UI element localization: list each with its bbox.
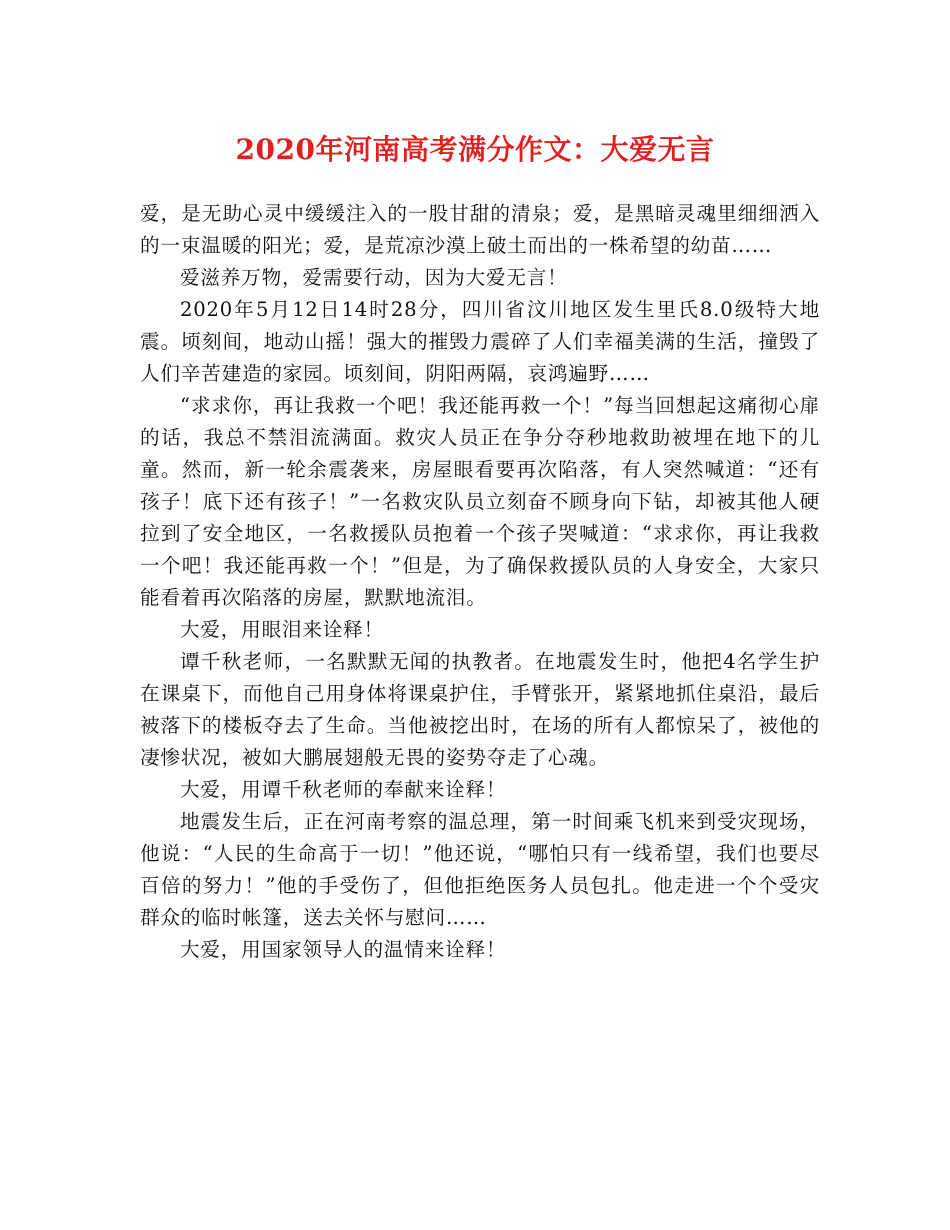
paragraph-4: “求求你，再让我救一个吧！我还能再救一个！”每当回想起这痛彻心扉的话，我总不禁泪流满面。救灾人员正在争分夺秒地救助被埋在地下的儿童。然而，新一轮余震袭来，房屋眼看要再次陷落，有人突然喊道：“还有孩子！底下还有孩子！”一名救灾队员立刻奋不顾身向下钻，却被其他人硬拉到了安全地区，一名救援队员抱着一个孩子哭喊道：“求求你，再让我救一个吧！我还能再救一个！”但是，为了确保救援队员的人身安全，大家只能看着再次陷落的房屋，默默地流泪。	[140, 394, 820, 609]
document-title: 2020年河南高考满分作文：大爱无言	[235, 133, 715, 166]
paragraph-6: 谭千秋老师，一名默默无闻的执教者。在地震发生时，他把4名学生护在课桌下，而他自己用身体将课桌护住，手臂张开，紧紧地抓住桌沿，最后被落下的楼板夺去了生命。当他被挖出时，在场的所有人都惊呆了，被他的凄惨状况，被如大鹏展翅般无畏的姿势夺走了心魂。	[140, 650, 820, 769]
paragraph-7: 大爱，用谭千秋老师的奉献来诠释！	[180, 778, 507, 801]
paragraph-1: 爱，是无助心灵中缓缓注入的一股甘甜的清泉；爱，是黑暗灵魂里细细洒入的一束温暖的阳光；爱，是荒凉沙漠上破土而出的一株希望的幼苗……	[140, 202, 820, 257]
document-body	[140, 198, 820, 966]
paragraph-2: 爱滋养万物，爱需要行动，因为大爱无言！	[180, 266, 568, 289]
paragraph-5: 大爱，用眼泪来诠释！	[180, 618, 384, 641]
paragraph-3: 2020年5月12日14时28分，四川省汶川地区发生里氏8.0级特大地震。顷刻间，地动山摇！强大的摧毁力震碎了人们幸福美满的生活，撞毁了人们辛苦建造的家园。顷刻间，阴阳两隔，哀鸿遍野……	[140, 298, 820, 385]
paragraph-9: 大爱，用国家领导人的温情来诠释！	[180, 938, 507, 961]
paragraph-8: 地震发生后，正在河南考察的温总理，第一时间乘飞机来到受灾现场，他说：“人民的生命高于一切！”他还说，“哪怕只有一线希望，我们也要尽百倍的努力！”他的手受伤了，但他拒绝医务人员包扎。他走进一个个受灾群众的临时帐篷，送去关怀与慰问……	[140, 810, 820, 929]
